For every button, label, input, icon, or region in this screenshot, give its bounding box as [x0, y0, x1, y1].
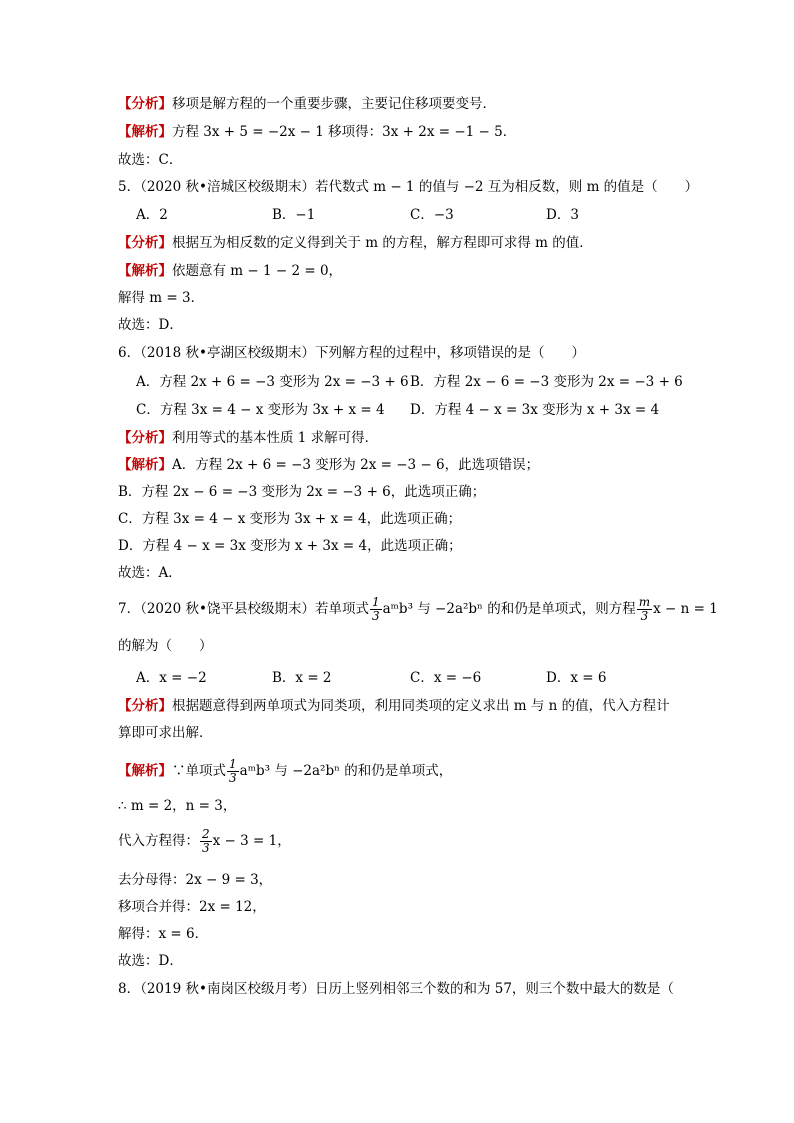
q7-sfrac-denominator: 3	[229, 771, 237, 785]
q7-fracm-numerator: m	[638, 595, 651, 609]
q7-solution-5: 移项合并得：2x = 12，	[118, 899, 266, 915]
q5-option-b: B．−1	[272, 207, 316, 223]
q7-analysis-text-2: 算即可求出解．	[118, 725, 213, 741]
q7-solution-1b: aᵐb³ 与 −2a²bⁿ 的和仍是单项式，	[239, 763, 453, 779]
q6-solution-line	[118, 456, 539, 474]
q6-solution-tag: 【解析】	[118, 457, 172, 473]
q6-solution-b: B．方程 2x − 6 = −3 变形为 2x = −3 + 6，此选项正确；	[118, 484, 486, 500]
q4-analysis-text: 移项是解方程的一个重要步骤，主要记住移项要变号．	[172, 96, 496, 112]
q7-solution-line	[118, 756, 452, 786]
q7-stem-a: 7．（2020 秋•饶平县校级期末）若单项式	[118, 601, 369, 617]
q7-stem-b: aᵐb³ 与 −2a²bⁿ 的和仍是单项式，则方程	[382, 601, 636, 617]
q8-stem: 8．（2019 秋•南岗区校级月考）日历上竖列相邻三个数的和为 57，则三个数中最大的数是（	[118, 981, 674, 997]
q5-solution-tag: 【解析】	[118, 263, 172, 279]
q7-solution-4: 去分母得：2x − 9 = 3，	[118, 872, 273, 888]
q7-solution-6: 解得：x = 6．	[118, 926, 209, 942]
q7-stem-c: x − n = 1	[653, 601, 718, 617]
q7-stem-line1	[118, 594, 718, 624]
q5-solution-2: 解得 m = 3．	[118, 290, 205, 306]
q6-stem: 6．（2018 秋•亭湖区校级期末）下列解方程的过程中，移项错误的是（ ）	[118, 345, 585, 361]
q7-option-c: C．x = −6	[410, 670, 482, 686]
q5-analysis-line	[118, 234, 593, 252]
q7-solution-tag: 【解析】	[118, 763, 172, 779]
q5-stem: 5．（2020 秋•涪城区校级期末）若代数式 m − 1 的值与 −2 互为相反数，则 m 的值是（ ）	[118, 179, 699, 195]
q5-answer: 故选：D．	[118, 317, 183, 333]
q6-analysis-line	[118, 429, 378, 447]
q7-option-a: A．x = −2	[136, 670, 207, 686]
q4-analysis-tag: 【分析】	[118, 96, 172, 112]
q6-analysis-text: 利用等式的基本性质 1 求解可得．	[172, 430, 379, 446]
q7-analysis-tag: 【分析】	[118, 698, 172, 714]
q7-analysis-text-1: 根据题意得到两单项式为同类项，利用同类项的定义求出 m 与 n 的值，代入方程计	[172, 698, 670, 714]
q7-solution-fraction-one-third	[227, 758, 239, 785]
q6-solution-c: C．方程 3x = 4 − x 变形为 3x + x = 4，此选项正确；	[118, 511, 462, 527]
q7-fraction-one-third	[370, 596, 382, 623]
q7-fraction-two-thirds	[200, 828, 212, 855]
q5-solution-text: 依题意有 m − 1 − 2 = 0，	[172, 263, 343, 279]
q4-solution-tag: 【解析】	[118, 124, 172, 140]
q7-solution-3a: 代入方程得：	[118, 833, 199, 849]
q6-answer: 故选：A．	[118, 565, 182, 581]
q6-option-d: D．方程 4 − x = 3x 变形为 x + 3x = 4	[410, 402, 660, 418]
q7-analysis-line	[118, 697, 670, 715]
q7-option-b: B．x = 2	[272, 670, 332, 686]
q6-option-c: C．方程 3x = 4 − x 变形为 3x + x = 4	[136, 402, 385, 418]
q6-solution-a: A．方程 2x + 6 = −3 变形为 2x = −3 − 6，此选项错误；	[172, 457, 540, 473]
q6-option-b: B．方程 2x − 6 = −3 变形为 2x = −3 + 6	[410, 374, 683, 390]
q7-stem-line2: 的解为（ ）	[118, 638, 213, 654]
q7-solution-2: ∴ m = 2，n = 3，	[118, 798, 237, 814]
q7-sfrac-numerator: 1	[229, 757, 237, 771]
q4-answer: 故选：C．	[118, 152, 183, 168]
q6-solution-d: D．方程 4 − x = 3x 变形为 x + 3x = 4，此选项正确；	[118, 538, 462, 554]
q6-option-a: A．方程 2x + 6 = −3 变形为 2x = −3 + 6	[136, 374, 409, 390]
q7-solution-3b: x − 3 = 1，	[212, 833, 291, 849]
q7-answer: 故选：D．	[118, 953, 183, 969]
q7-frac2-numerator: 2	[202, 827, 210, 841]
q5-analysis-text: 根据互为相反数的定义得到关于 m 的方程，解方程即可求得 m 的值．	[172, 235, 593, 251]
q7-frac1-denominator: 3	[371, 609, 380, 623]
q7-frac1-numerator: 1	[371, 595, 380, 609]
q7-fracm-denominator: 3	[640, 609, 649, 623]
q5-option-a: A．2	[136, 207, 168, 223]
q5-analysis-tag: 【分析】	[118, 235, 172, 251]
q7-fraction-m-third	[637, 596, 652, 623]
q7-solution-1a: ∵单项式	[172, 763, 226, 779]
q4-solution-text: 方程 3x + 5 = −2x − 1 移项得：3x + 2x = −1 − 5．	[172, 124, 517, 140]
q7-frac2-denominator: 3	[202, 841, 210, 855]
q5-option-c: C．−3	[410, 207, 454, 223]
q4-solution-line	[118, 123, 516, 141]
q6-analysis-tag: 【分析】	[118, 430, 172, 446]
q7-solution-3	[118, 826, 291, 856]
q5-solution-line	[118, 262, 342, 280]
q4-analysis-line	[118, 95, 496, 113]
q7-option-d: D．x = 6	[546, 670, 607, 686]
q5-option-d: D．3	[546, 207, 579, 223]
